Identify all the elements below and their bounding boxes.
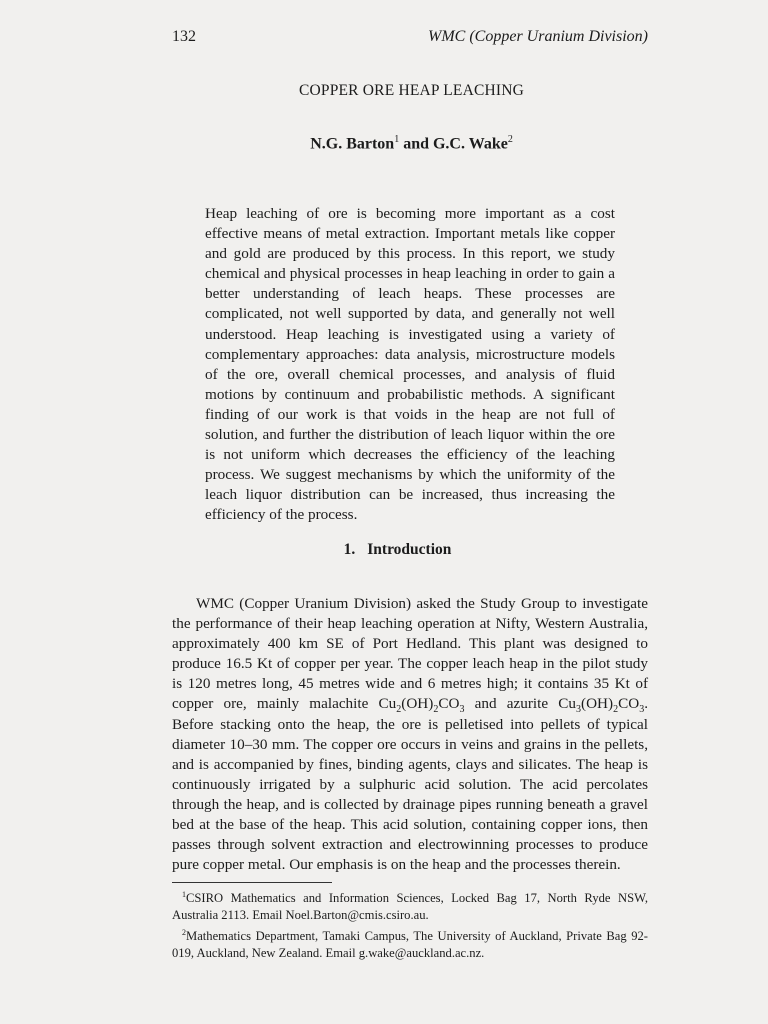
footnote	[172, 886, 648, 924]
footnote-mark: 1	[182, 890, 186, 899]
running-title: WMC (Copper Uranium Division)	[428, 28, 648, 45]
section-title: Introduction	[367, 541, 452, 558]
running-header	[172, 28, 648, 46]
footnote-text: CSIRO Mathematics and Information Sciences, Locked Bag 17, North Ryde NSW, Australia 2113. Email Noel.Barton@cmis.csiro.au.	[172, 891, 648, 923]
author-line	[0, 134, 768, 153]
intro-text-3: CO	[438, 695, 460, 713]
footnote-text: Mathematics Department, Tamaki Campus, The University of Auckland, Private Bag 92-019, Auckland, New Zealand. Email g.wake@auckland.ac.nz.	[172, 929, 648, 961]
author-1: N.G. Barton	[310, 135, 395, 153]
abstract-text: Heap leaching of ore is becoming more important as a cost effective means of metal extraction. Important metals like copper and gold are produced by this process. In this report, we study chemical and physical processes in heap leaching in order to gain a better understanding of leach heaps. These processes are complicated, not well supported by data, and generally not well understood. Heap leaching is investigated using a variety of complementary approaches: data analysis, microstructure models of the ore, overall chemical processes, and analysis of fluid motions by continuum and probabilistic methods. A significant finding of our work is that voids in the heap are not full of solution, and further the distribution of leach liquor within the ore is not uniform which decreases the efficiency of the leaching process. We suggest mechanisms by which the uniformity of the leach liquor distribution can be increased, thus increasing the efficiency of the process.	[205, 205, 615, 524]
subscript: 2	[396, 704, 402, 716]
section-heading	[0, 541, 768, 559]
footnotes	[172, 886, 648, 962]
author-2: G.C. Wake	[432, 135, 508, 153]
intro-text-6: CO	[618, 695, 640, 713]
subscript: 2	[433, 704, 439, 716]
intro-text-7: . Before stacking onto the heap, the ore is pelletised into pellets of typical diameter 10–30 mm. The copper ore occurs in veins and grains in the pellets, and is accompanied by fines, binding agents, clays and silicates. The heap is continuously irrigated by a sulphuric acid solution. The acid percolates through the heap, and is collected by drainage pipes running beneath a gravel bed at the base of the heap. This acid solution, containing copper ions, then passes through solvent extraction and electrowinning processes to produce pure copper metal. Our emphasis is on the heap and the processes therein.	[172, 695, 648, 874]
paper-title: COPPER ORE HEAP LEACHING	[298, 82, 525, 99]
author-conjunction: and	[403, 135, 429, 153]
footnote-divider	[172, 882, 332, 883]
abstract	[205, 204, 615, 526]
intro-text-1: WMC (Copper Uranium Division) asked the Study Group to investigate the performance of their heap leaching operation at Nifty, Western Australia, approximately 400 km SE of Port Hedland. This plant was designed to produce 16.5 Kt of copper per year. The copper leach heap in the pilot study is 120 metres long, 45 metres wide and 6 metres high; it contains 35 Kt of copper ore, mainly malachite Cu	[172, 595, 648, 713]
subscript: 2	[613, 704, 619, 716]
intro-text-5: (OH)	[581, 695, 614, 713]
footnote-mark: 2	[182, 928, 186, 938]
footnote	[172, 924, 648, 962]
subscript: 3	[639, 704, 645, 716]
author-1-footnote-mark: 1	[394, 134, 400, 145]
introduction-paragraph	[172, 594, 648, 875]
intro-text-2: (OH)	[401, 695, 434, 713]
page-number: 132	[172, 28, 196, 45]
author-2-footnote-mark: 2	[507, 134, 513, 145]
section-number: 1.	[343, 541, 356, 558]
intro-text-4: and azurite Cu	[464, 695, 577, 713]
subscript: 3	[576, 704, 582, 716]
introduction-body	[172, 594, 648, 875]
subscript: 3	[459, 704, 465, 716]
